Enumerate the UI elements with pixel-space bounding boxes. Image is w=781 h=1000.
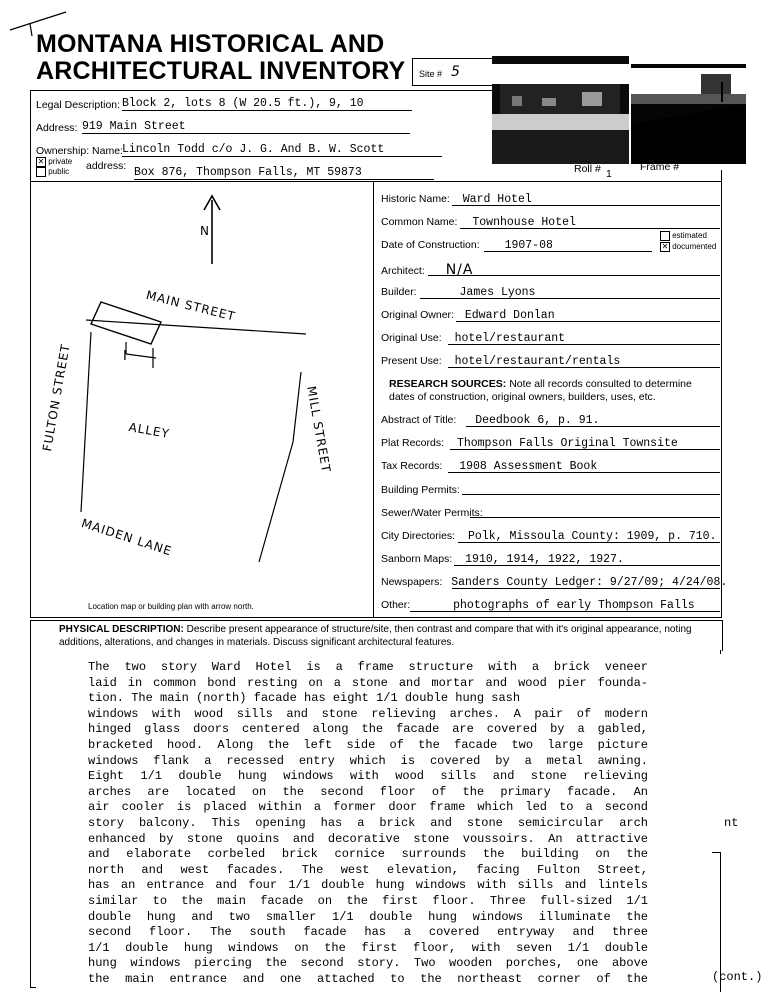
description-line: air cooler is placed within a former door frame which led to a second (88, 800, 648, 815)
description-line: enhanced by stone quoins and decorative stone voussoirs. An attractive (88, 831, 648, 846)
city-directories-value: Polk, Missoula County: 1909, p. 710. (468, 530, 717, 543)
common-name-value: Townhouse Hotel (472, 216, 576, 229)
frame-label: Frame # (640, 161, 680, 173)
physical-description-text (88, 660, 648, 987)
description-line: second floor. The south facade has a covered entryway and three (88, 925, 648, 940)
description-line: hinged glass doors centered along the facade are covered by a gabled, (88, 722, 648, 737)
original-owner-value: Edward Donlan (464, 309, 555, 322)
public-label: public (48, 167, 70, 177)
other-value: photographs of early Thompson Falls (453, 599, 695, 612)
mill-street-line (259, 372, 301, 562)
description-line: similar to the main facade on the first floor. Three full-sized 1/1 (88, 893, 648, 908)
alley-label: ALLEY (127, 420, 171, 441)
historic-name-label: Historic Name: (381, 193, 450, 205)
description-line: tion. The main (north) facade has eight 1/1 double hung sash (88, 691, 521, 706)
builder-label: Builder: (381, 286, 417, 298)
physical-description-header (30, 620, 723, 651)
newspapers-label: Newspapers: (381, 576, 443, 588)
estimated-checkbox[interactable] (660, 231, 670, 241)
roll-label: Roll # (574, 163, 601, 175)
fulton-street-line (81, 332, 91, 512)
research-sources-block (389, 378, 719, 404)
main-street-line (86, 320, 306, 334)
physical-heading: PHYSICAL DESCRIPTION: (59, 624, 184, 635)
description-line: bracketed hood. Along the left side of the facade two large picture (88, 737, 648, 752)
building-label: I (123, 349, 128, 364)
abstract-label: Abstract of Title: (381, 414, 457, 426)
legal-description-value: Block 2, lots 8 (W 20.5 ft.), 9, 10 (122, 97, 412, 111)
other-label: Other: (381, 599, 411, 611)
tax-value: 1908 Assessment Book (459, 460, 598, 473)
physical-instructions: Describe present appearance of structure/site, then contrast and compare that with it's original appearance, noting additions, alterations, and changes in materials. Discuss significant architectural features. (59, 624, 692, 648)
sanborn-value: 1910, 1914, 1922, 1927. (465, 553, 624, 566)
description-line: arches are located on the second floor of the primary facade. An (88, 784, 648, 799)
plat-label: Plat Records: (381, 437, 445, 449)
plat-value: Thompson Falls Original Townsite (456, 437, 678, 450)
present-use-value: hotel/restaurant/rentals (454, 355, 621, 368)
ownership-name-value: Lincoln Todd c/o J. G. And B. W. Scott (122, 143, 442, 157)
private-label: private (48, 157, 73, 167)
form-title-line2: ARCHITECTURAL INVENTORY (36, 57, 406, 85)
description-line: has an entrance and four 1/1 double hung windows with sills and lintels (88, 878, 648, 893)
documented-label: documented (672, 242, 717, 251)
public-checkbox[interactable] (36, 167, 46, 177)
description-line: windows flank a recessed entry which is covered by a metal awning. (88, 753, 648, 768)
abstract-value: Deedbook 6, p. 91. (475, 414, 600, 427)
continued-note: (cont.) (712, 970, 763, 984)
owner-address-label: address: (86, 160, 127, 172)
building-permits-row (381, 484, 460, 496)
sanborn-label: Sanborn Maps: (381, 553, 453, 565)
description-line: north and west facades. The west elevation, facing Fulton Street, (88, 862, 648, 877)
date-construction-value: 1907-08 (504, 239, 553, 252)
north-label: N (200, 224, 210, 238)
roll-value: 1 (606, 168, 612, 180)
tax-label: Tax Records: (381, 460, 443, 472)
address-value: 919 Main Street (82, 120, 410, 134)
description-line: hung windows piercing the second story. Two wooden porches, one above (88, 956, 648, 971)
form-title-line1: MONTANA HISTORICAL AND (36, 30, 385, 58)
description-line: story balcony. This opening has a brick and stone semicircular arch (88, 815, 648, 830)
map-caption: Location map or building plan with arrow north. (88, 602, 254, 611)
historic-name-value: Ward Hotel (462, 193, 532, 206)
site-value: 5 (451, 64, 461, 80)
estimated-label: estimated (672, 231, 707, 240)
original-owner-label: Original Owner: (381, 309, 454, 321)
building-permits-label: Building Permits: (381, 484, 460, 496)
fulton-street-label: FULTON STREET (40, 342, 73, 453)
architect-label: Architect: (381, 265, 425, 277)
legal-description-label: Legal Description: (36, 99, 121, 111)
description-line: and elaborate corbeled brick cornice surrounds the building on the (88, 847, 648, 862)
date-construction-label: Date of Construction: (381, 239, 480, 251)
address-label: Address: (36, 122, 78, 134)
ownership-name-label: Ownership: Name: (36, 145, 123, 157)
site-number-box (412, 58, 493, 86)
main-street-label: MAIN STREET (144, 288, 237, 324)
ownership-type-checkboxes (36, 157, 72, 177)
description-line: 1/1 double hung windows on the first floor, with seven 1/1 double (88, 940, 648, 955)
description-line: Eight 1/1 double hung windows with wood sills and stone relieving (88, 769, 648, 784)
original-use-label: Original Use: (381, 332, 442, 344)
description-line: double hung and two smaller 1/1 double hung windows illuminate the (88, 909, 648, 924)
location-map (31, 182, 373, 602)
research-heading: RESEARCH SOURCES: (389, 378, 507, 390)
site-label: Site # (419, 69, 443, 79)
sewer-row (381, 507, 483, 519)
margin-note: nt (724, 816, 739, 830)
description-line: windows with wood sills and stone relieving arches. A pair of modern (88, 706, 648, 721)
newspapers-value: Sanders County Ledger: 9/27/09; 4/24/08. (451, 576, 728, 589)
photo-1 (492, 56, 629, 164)
mill-street-label: MILL STREET (304, 385, 334, 474)
original-use-value: hotel/restaurant (454, 332, 566, 345)
date-type-checkboxes (660, 230, 716, 252)
private-checkbox[interactable]: ✕ (37, 157, 45, 166)
common-name-label: Common Name: (381, 216, 458, 228)
present-use-label: Present Use: (381, 355, 442, 367)
description-line: the main entrance and one attached to the northeast corner of the (88, 971, 648, 986)
builder-value: James Lyons (459, 286, 536, 299)
research-text: Note all records consulted to determine dates of construction, original owners, builders, uses, etc. (389, 378, 692, 403)
architect-value: N/A (445, 262, 474, 278)
sewer-label: Sewer/Water Permits: (381, 507, 483, 519)
city-directories-label: City Directories: (381, 530, 456, 542)
owner-address-value: Box 876, Thompson Falls, MT 59873 (134, 166, 434, 180)
maiden-lane-label: MAIDEN LANE (79, 516, 174, 559)
description-line: The two story Ward Hotel is a frame structure with a brick veneer (88, 660, 648, 674)
documented-checkbox[interactable]: ✕ (661, 241, 669, 251)
photo-2 (631, 64, 746, 164)
description-line: laid in common bond resting on a stone and mortar and wood pier founda- (88, 675, 648, 690)
